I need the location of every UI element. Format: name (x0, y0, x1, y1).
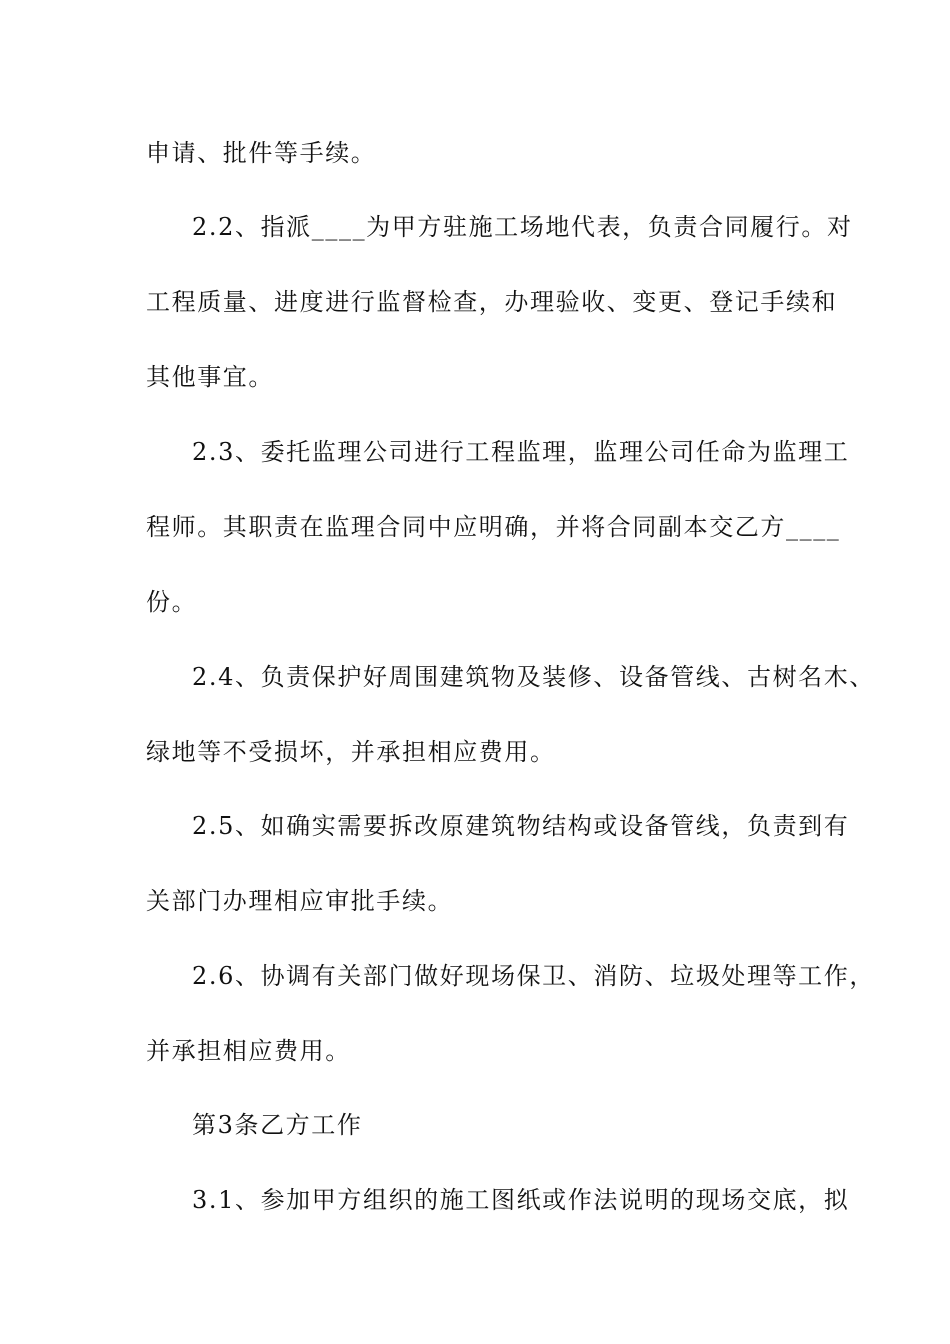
text-line-3: 工程质量、进度进行监督检查，办理验收、变更、登记手续和 (146, 288, 838, 316)
text-line-1: 申请、批件等手续。 (146, 139, 377, 167)
text-line-6: 程师。其职责在监理合同中应明确，并将合同副本交乙方____ (146, 513, 841, 541)
text-line-15: 3.1、参加甲方组织的施工图纸或作法说明的现场交底，拟 (192, 1186, 850, 1214)
section-heading: 第3条乙方工作 (192, 1111, 363, 1139)
text-line-4: 其他事宜。 (146, 363, 274, 391)
text-line-9: 绿地等不受损坏，并承担相应费用。 (146, 738, 556, 766)
text-line-2: 2.2、指派____为甲方驻施工场地代表，负责合同履行。对 (192, 213, 853, 241)
text-line-8: 2.4、负责保护好周围建筑物及装修、设备管线、古树名木、 (192, 663, 875, 691)
text-line-13: 并承担相应费用。 (146, 1037, 351, 1065)
text-line-12: 2.6、协调有关部门做好现场保卫、消防、垃圾处理等工作， (192, 962, 875, 990)
text-line-5: 2.3、委托监理公司进行工程监理，监理公司任命为监理工 (192, 438, 850, 466)
text-line-11: 关部门办理相应审批手续。 (146, 887, 454, 915)
text-line-10: 2.5、如确实需要拆改原建筑物结构或设备管线，负责到有 (192, 812, 850, 840)
text-line-7: 份。 (146, 588, 198, 616)
